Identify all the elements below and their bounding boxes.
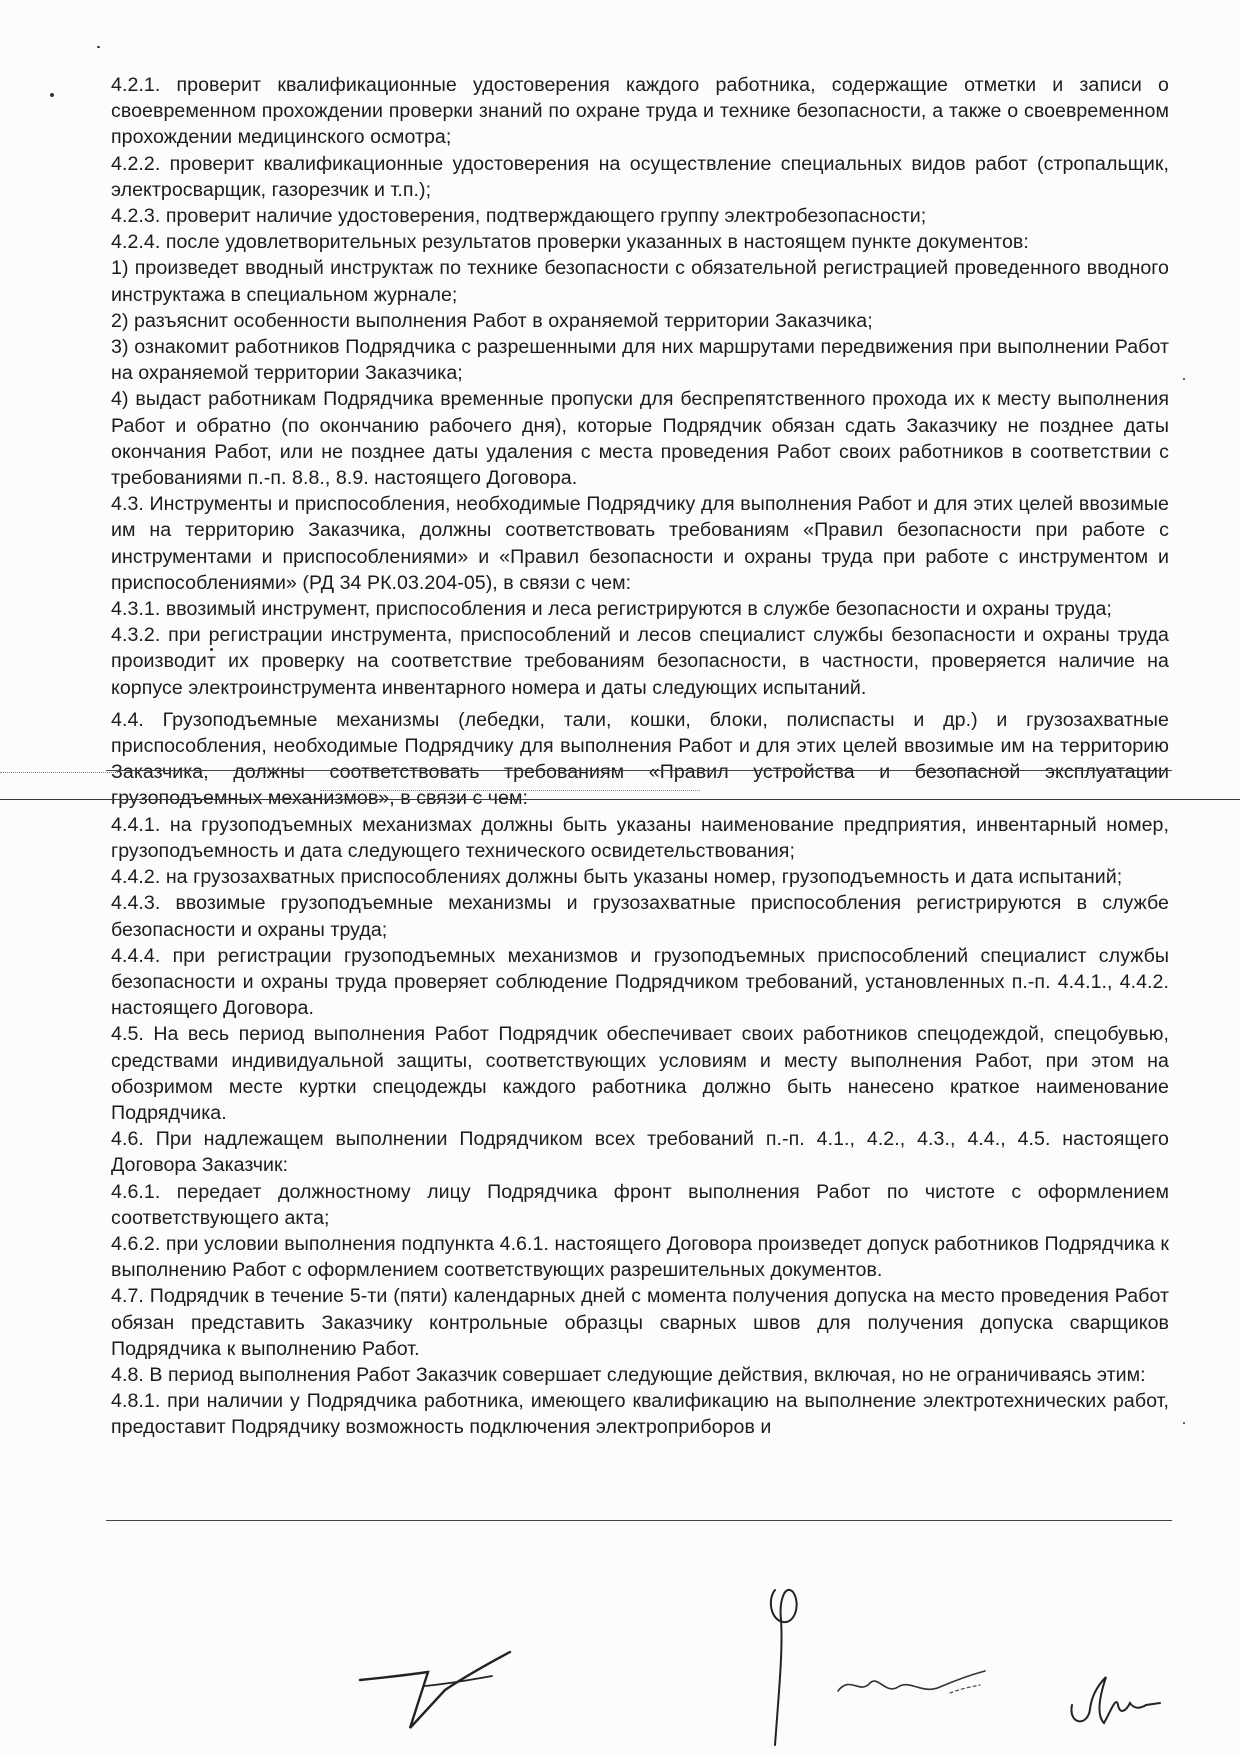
clause-4-2-1: 4.2.1. проверит квалификационные удостоверения каждого работника, содержащие отметки и записи о своевременном прохождении проверки знаний по охране труда и технике безопасности, а также о своевременном прохождении медицинского осмотра;: [111, 74, 1169, 149]
scan-fold-dotted-line: [320, 790, 700, 791]
clause-4-8-1: 4.8.1. при наличии у Подрядчика работника, имеющего квалификацию на выполнение электротехнических работ, предоставит Подрядчику возможность подключения электроприборов и: [111, 1390, 1169, 1439]
clause-4-2-4: 4.2.4. после удовлетворительных результатов проверки указанных в настоящем пункте документов:: [111, 231, 1029, 254]
clause-4-8: 4.8. В период выполнения Работ Заказчик совершает следующие действия, включая, но не ограничиваясь этим:: [111, 1363, 1146, 1386]
signature-1: [350, 1640, 520, 1735]
clause-4-4-2: 4.4.2. на грузозахватных приспособлениях должны быть указаны номер, грузоподъемность и дата испытаний;: [111, 866, 1123, 889]
signature-2: [745, 1580, 825, 1750]
clause-4-4-1: 4.4.1. на грузоподъемных механизмах должны быть указаны наименование предприятия, инвентарный номер, грузоподъемность и дата следующего технического освидетельствования;: [111, 813, 1169, 862]
scan-speck: [1183, 378, 1185, 380]
scan-fold-dotted-line: [0, 772, 120, 773]
clause-4-2-4-item-1: 1) произведет вводный инструктаж по технике безопасности с обязательной регистрацией проведенного вводного инструктажа в специальном журнале;: [111, 257, 1169, 306]
clause-4-2-4-item-2: 2) разъяснит особенности выполнения Работ в охраняемой территории Заказчика;: [111, 309, 873, 332]
scan-speck: [50, 93, 54, 97]
scan-fold-line: [0, 799, 1240, 800]
clause-4-4: 4.4. Грузоподъемные механизмы (лебедки, тали, кошки, блоки, полиспасты и др.) и грузозахватные приспособления, необходимые Подрядчику для выполнения Работ и для этих целей ввозимые им на территорию Заказчика, должны соответствовать требованиям «Правил устройства и безопасной эксплуатации грузоподъемных механизмов», в связи с чем:: [111, 708, 1169, 810]
clause-4-6-1: 4.6.1. передает должностному лицу Подрядчика фронт выполнения Работ по чистоте с оформлением соответствующего акта;: [111, 1180, 1169, 1229]
clause-4-3-1: 4.3.1. ввозимый инструмент, приспособления и леса регистрируются в службе безопасности и охраны труда;: [111, 598, 1112, 621]
signature-4: [1060, 1665, 1170, 1735]
clause-4-3: 4.3. Инструменты и приспособления, необходимые Подрядчику для выполнения Работ и для этих целей ввозимые им на территорию Заказчика, должны соответствовать требованиям «Правил безопасности при работе с инструментами и приспособлениями» и «Правил безопасности и охраны труда при работе с инструментом и приспособлениями» (РД 34 РК.03.204-05), в связи с чем:: [111, 493, 1169, 594]
contract-text: [111, 72, 1169, 1441]
clause-4-2-3: 4.2.3. проверит наличие удостоверения, подтверждающего группу электробезопасности;: [111, 205, 927, 228]
clause-4-2-2: 4.2.2. проверит квалификационные удостоверения на осуществление специальных видов работ (стропальщик, электросварщик, газорезчик и т.п.);: [111, 152, 1169, 201]
scan-speck: [97, 46, 100, 48]
clause-4-5: 4.5. На весь период выполнения Работ Подрядчик обеспечивает своих работников спецодеждой, спецобувью, средствами индивидуальной защиты, соответствующих условиям и месту выполнения Работ, при этом на обозримом месте куртки спецодежды каждого работника должно быть нанесено краткое наименование Подрядчика.: [111, 1023, 1169, 1124]
scan-speck: [1183, 1422, 1185, 1424]
clause-4-2-4-item-3: 3) ознакомит работников Подрядчика с разрешенными для них маршрутами передвижения при выполнении Работ на охраняемой территории Заказчика;: [111, 336, 1169, 385]
clause-4-2-4-item-4: 4) выдаст работникам Подрядчика временные пропуски для беспрепятственного прохода их к месту выполнения Работ и обратно (по окончанию рабочего дня), которые Подрядчик обязан сдать Заказчику не позднее даты окончания Работ, или не позднее даты удаления с места проведения Работ своих работников в соответствии с требованиями п.-п. 8.8., 8.9. настоящего Договора.: [111, 388, 1169, 490]
signature-3: [830, 1665, 990, 1710]
clause-4-3-2: 4.3.2. при регистрации инструмента, приспособлений и лесов специалист службы безопасности и охраны труда производит их проверку на соответствие требованиям безопасности, в частности, проверяется наличие на корпусе электроинструмента инвентарного номера и даты следующих испытаний.: [111, 624, 1169, 699]
clause-4-4-4: 4.4.4. при регистрации грузоподъемных механизмов и грузоподъемных приспособлений специалист службы безопасности и охраны труда проверяет соблюдение Подрядчиком требований, установленных п.-п. 4.4.1., 4.4.2. настоящего Договора.: [111, 944, 1169, 1020]
clause-4-4-3: 4.4.3. ввозимые грузоподъемные механизмы и грузозахватные приспособления регистрируются в службе безопасности и охраны труда;: [111, 892, 1169, 941]
clause-4-6-2: 4.6.2. при условии выполнения подпункта 4.6.1. настоящего Договора произведет допуск работников Подрядчика к выполнению Работ с оформлением соответствующих разрешительных документов.: [111, 1232, 1169, 1282]
scan-overlap-line: [106, 1520, 1172, 1521]
scan-overlap-line: [106, 770, 1172, 771]
clause-4-6: 4.6. При надлежащем выполнении Подрядчиком всех требований п.-п. 4.1., 4.2., 4.3., 4.4., 4.5. настоящего Договора Заказчик:: [111, 1128, 1169, 1177]
clause-4-7: 4.7. Подрядчик в течение 5-ти (пяти) календарных дней с момента получения допуска на место проведения Работ обязан представить Заказчику контрольные образцы сварных швов для получения допуска сварщиков Подрядчика к выполнению Работ.: [111, 1285, 1169, 1360]
